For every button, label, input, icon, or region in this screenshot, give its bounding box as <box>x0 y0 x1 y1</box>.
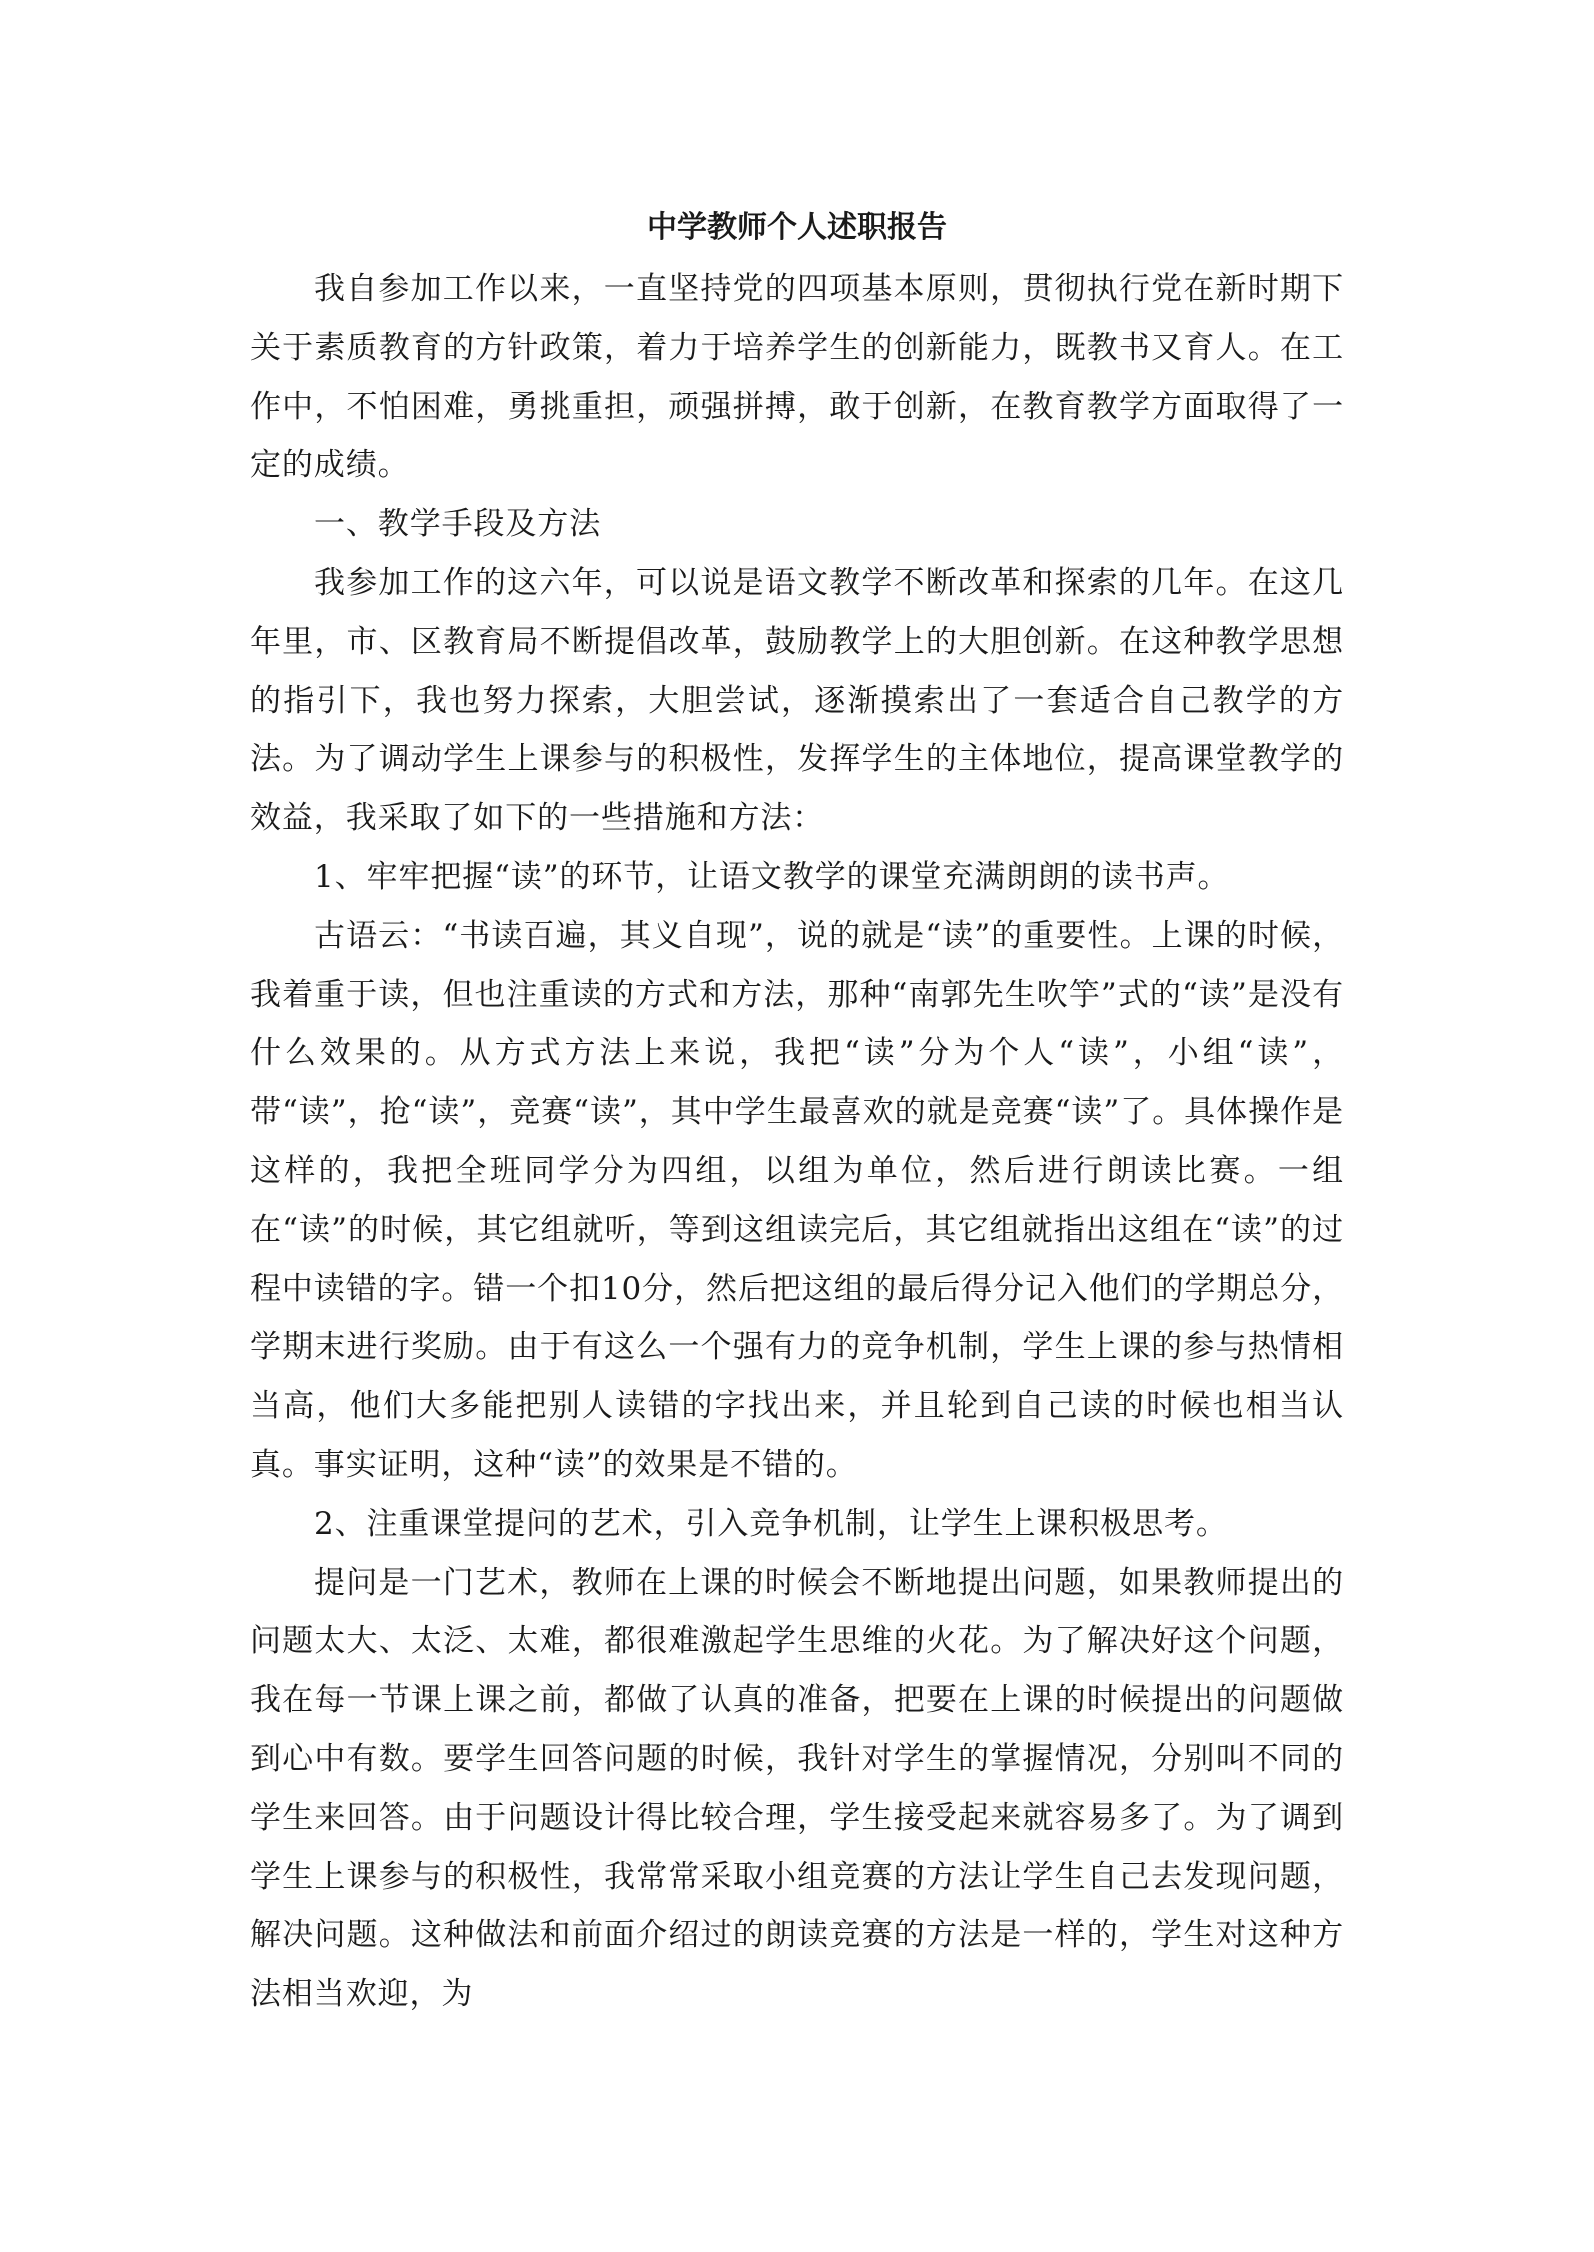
paragraph-questioning-details: 提问是一门艺术，教师在上课的时候会不断地提出问题，如果教师提出的问题太大、太泛、太难，都很难激起学生思维的火花。为了解决好这个问题，我在每一节课上课之前，都做了认真的准备，把要在上课的时候提出的问题做到心中有数。要学生回答问题的时候，我针对学生的掌握情况，分别叫不同的学生来回答。由于问题设计得比较合理，学生接受起来就容易多了。为了调到学生上课参与的积极性，我常常采取小组竞赛的方法让学生自己去发现问题，解决问题。这种做法和前面介绍过的朗读竞赛的方法是一样的，学生对这种方法相当欢迎，为 <box>250 1564 1344 2013</box>
paragraph-six-years: 我参加工作的这六年，可以说是语文教学不断改革和探索的几年。在这几年里，市、区教育局不断提倡改革，鼓励教学上的大胆创新。在这种教学思想的指引下，我也努力探索，大胆尝试，逐渐摸索出了一套适合自己教学的方法。为了调动学生上课参与的积极性，发挥学生的主体地位，提高课堂教学的效益，我采取了如下的一些措施和方法： <box>250 564 1344 837</box>
subheading-reading: 1、牢牢把握“读”的环节，让语文教学的课堂充满朗朗的读书声。 <box>314 858 1230 895</box>
paragraph-intro: 我自参加工作以来，一直坚持党的四项基本原则，贯彻执行党在新时期下关于素质教育的方针政策，着力于培养学生的创新能力，既教书又育人。在工作中，不怕困难，勇挑重担，顽强拼搏，敢于创新，在教育教学方面取得了一定的成绩。 <box>250 271 1344 484</box>
section-heading-teaching-methods: 一、教学手段及方法 <box>314 506 602 543</box>
document-title: 中学教师个人述职报告 <box>647 210 947 245</box>
paragraph-reading-details: 古语云：“书读百遍，其义自现”，说的就是“读”的重要性。上课的时候，我着重于读，但也注重读的方式和方法，那种“南郭先生吹竽”式的“读”是没有什么效果的。从方式方法上来说，我把“读”分为个人“读”，小组“读”，带“读”，抢“读”，竞赛“读”，其中学生最喜欢的就是竞赛“读”了。具体操作是这样的，我把全班同学分为四组，以组为单位，然后进行朗读比赛。一组在“读”的时候，其它组就听，等到这组读完后，其它组就指出这组在“读”的过程中读错的字。错一个扣10分，然后把这组的最后得分记入他们的学期总分，学期末进行奖励。由于有这么一个强有力的竞争机制，学生上课的参与热情相当高，他们大多能把别人读错的字找出来，并且轮到自己读的时候也相当认真。事实证明，这种“读”的效果是不错的。 <box>250 917 1344 1483</box>
subheading-questioning: 2、注重课堂提问的艺术，引入竞争机制，让学生上课积极思考。 <box>314 1505 1228 1542</box>
document-body <box>250 260 1344 2024</box>
